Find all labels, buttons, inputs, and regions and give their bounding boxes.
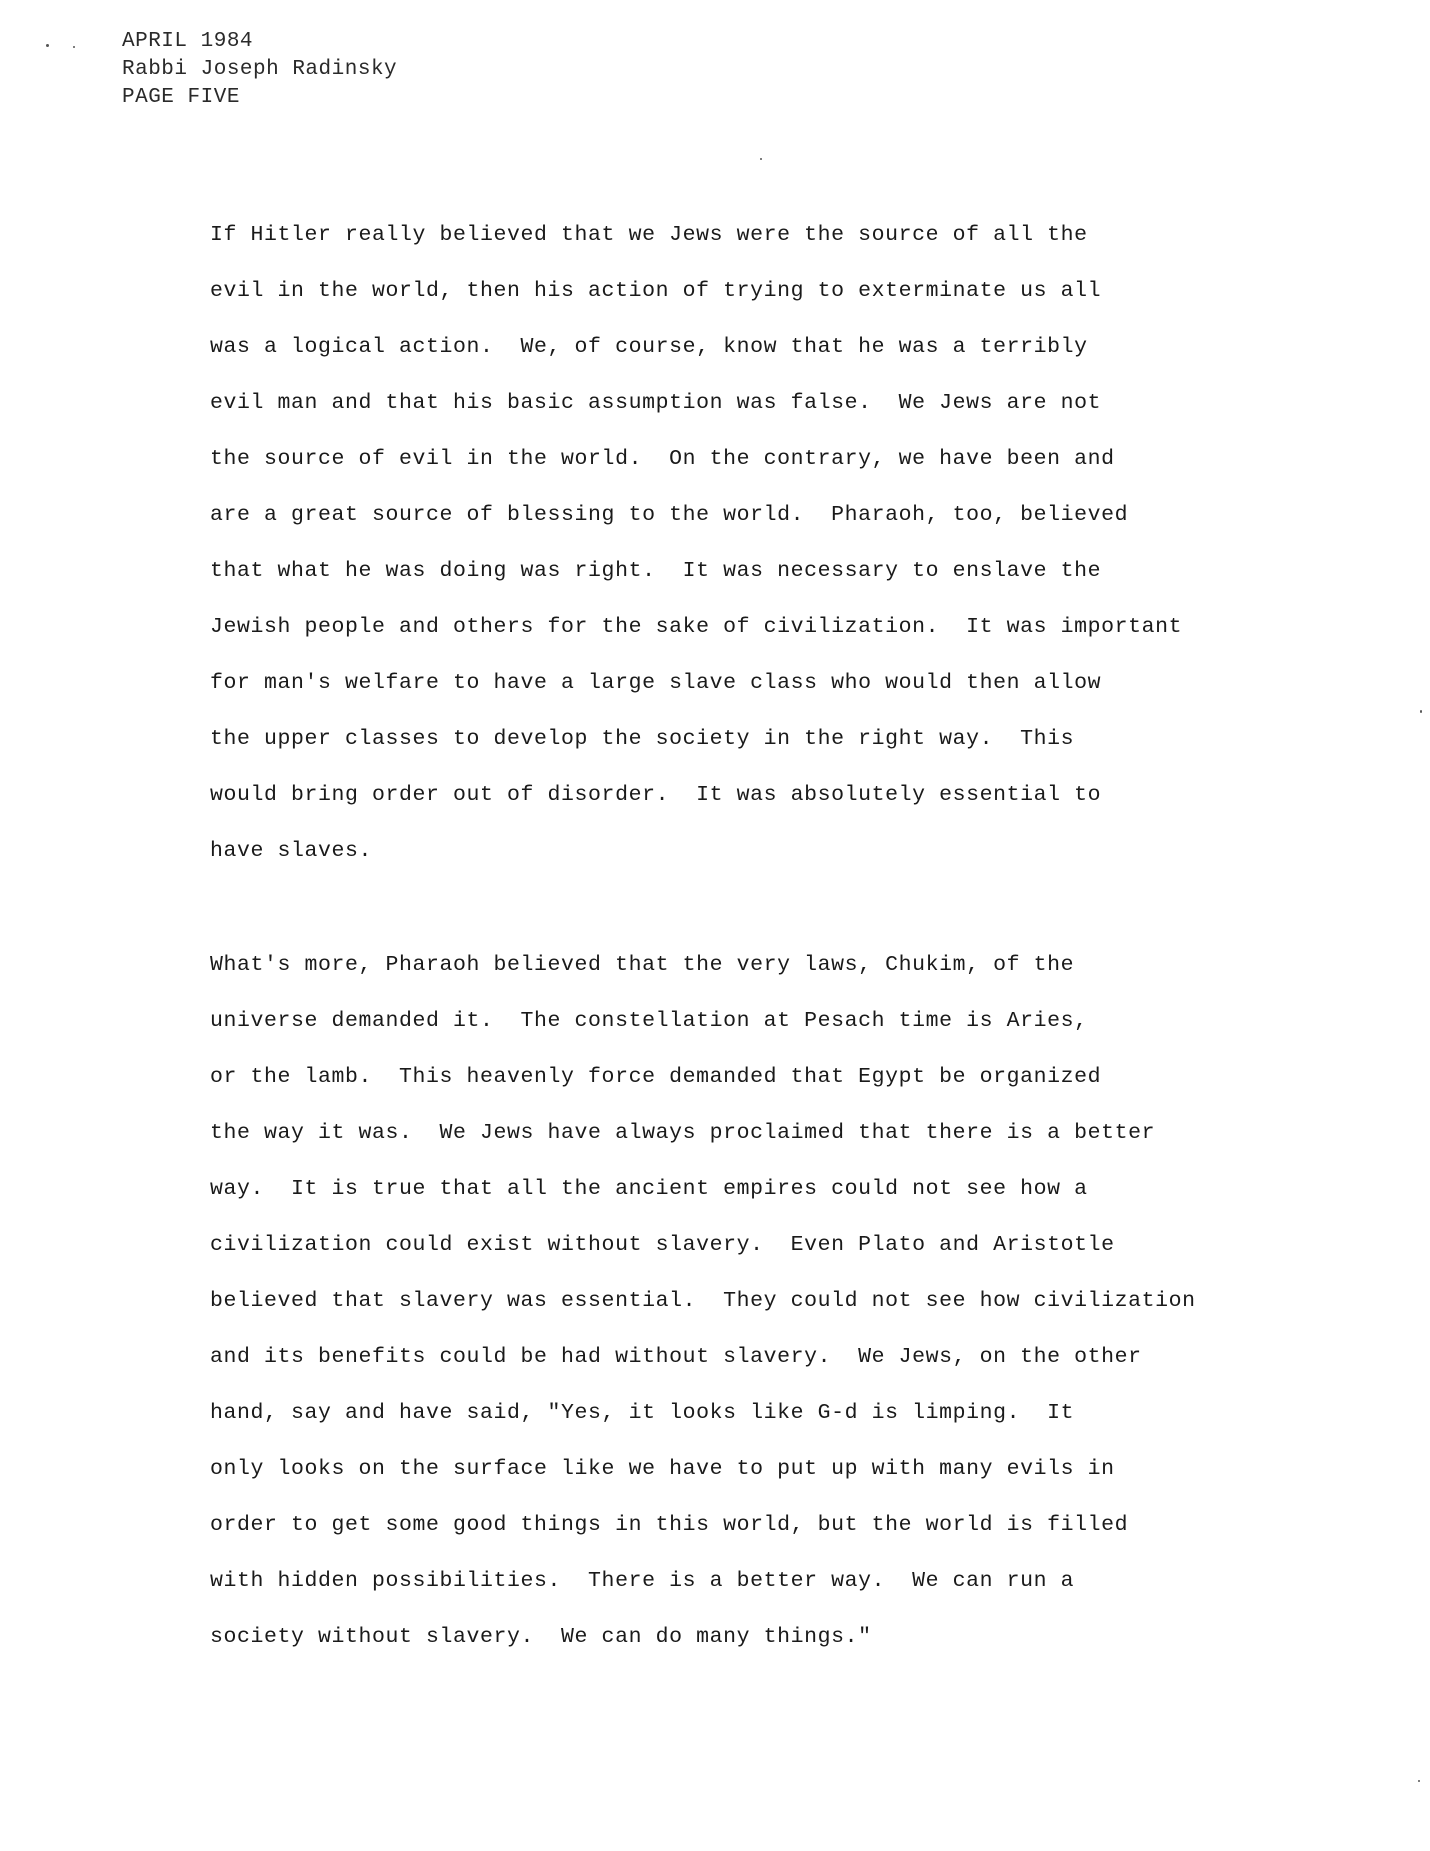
text-line: would bring order out of disorder. It was absolutely essential to: [210, 783, 1102, 807]
text-line: believed that slavery was essential. They could not see how civilization: [210, 1289, 1196, 1313]
header-author: Rabbi Joseph Radinsky: [122, 58, 398, 81]
text-line: the upper classes to develop the society in the right way. This: [210, 727, 1075, 751]
text-line: that what he was doing was right. It was necessary to enslave the: [210, 559, 1102, 583]
text-line: with hidden possibilities. There is a better way. We can run a: [210, 1569, 1075, 1593]
text-line: was a logical action. We, of course, know that he was a terribly: [210, 335, 1088, 359]
header-page-number: PAGE FIVE: [122, 86, 240, 109]
text-line: order to get some good things in this world, but the world is filled: [210, 1513, 1129, 1537]
text-line: society without slavery. We can do many things.": [210, 1625, 872, 1649]
text-line: evil man and that his basic assumption was false. We Jews are not: [210, 391, 1102, 415]
text-line: civilization could exist without slavery. Even Plato and Aristotle: [210, 1233, 1115, 1257]
text-line: are a great source of blessing to the world. Pharaoh, too, believed: [210, 503, 1129, 527]
text-line: evil in the world, then his action of trying to exterminate us all: [210, 279, 1102, 303]
paragraph-2: [210, 937, 1196, 1665]
text-line: for man's welfare to have a large slave class who would then allow: [210, 671, 1102, 695]
text-line: universe demanded it. The constellation at Pesach time is Aries,: [210, 1009, 1088, 1033]
text-line: hand, say and have said, "Yes, it looks like G-d is limping. It: [210, 1401, 1075, 1425]
text-line: and its benefits could be had without slavery. We Jews, on the other: [210, 1345, 1142, 1369]
text-line: What's more, Pharaoh believed that the very laws, Chukim, of the: [210, 953, 1075, 977]
text-line: If Hitler really believed that we Jews were the source of all the: [210, 223, 1088, 247]
scan-speck: [1420, 710, 1422, 713]
document-header: [122, 28, 397, 112]
text-line: or the lamb. This heavenly force demanded that Egypt be organized: [210, 1065, 1102, 1089]
header-date: APRIL 1984: [122, 30, 254, 53]
text-line: Jewish people and others for the sake of civilization. It was important: [210, 615, 1183, 639]
scan-speck: [46, 44, 49, 47]
scan-speck: [1418, 1780, 1420, 1782]
text-line: way. It is true that all the ancient empires could not see how a: [210, 1177, 1088, 1201]
paragraph-1: [210, 207, 1182, 879]
text-line: have slaves.: [210, 839, 373, 863]
text-line: only looks on the surface like we have to put up with many evils in: [210, 1457, 1115, 1481]
text-line: the source of evil in the world. On the contrary, we have been and: [210, 447, 1115, 471]
text-line: the way it was. We Jews have always proclaimed that there is a better: [210, 1121, 1156, 1145]
scan-speck: [760, 158, 762, 160]
scan-speck: [73, 46, 75, 48]
